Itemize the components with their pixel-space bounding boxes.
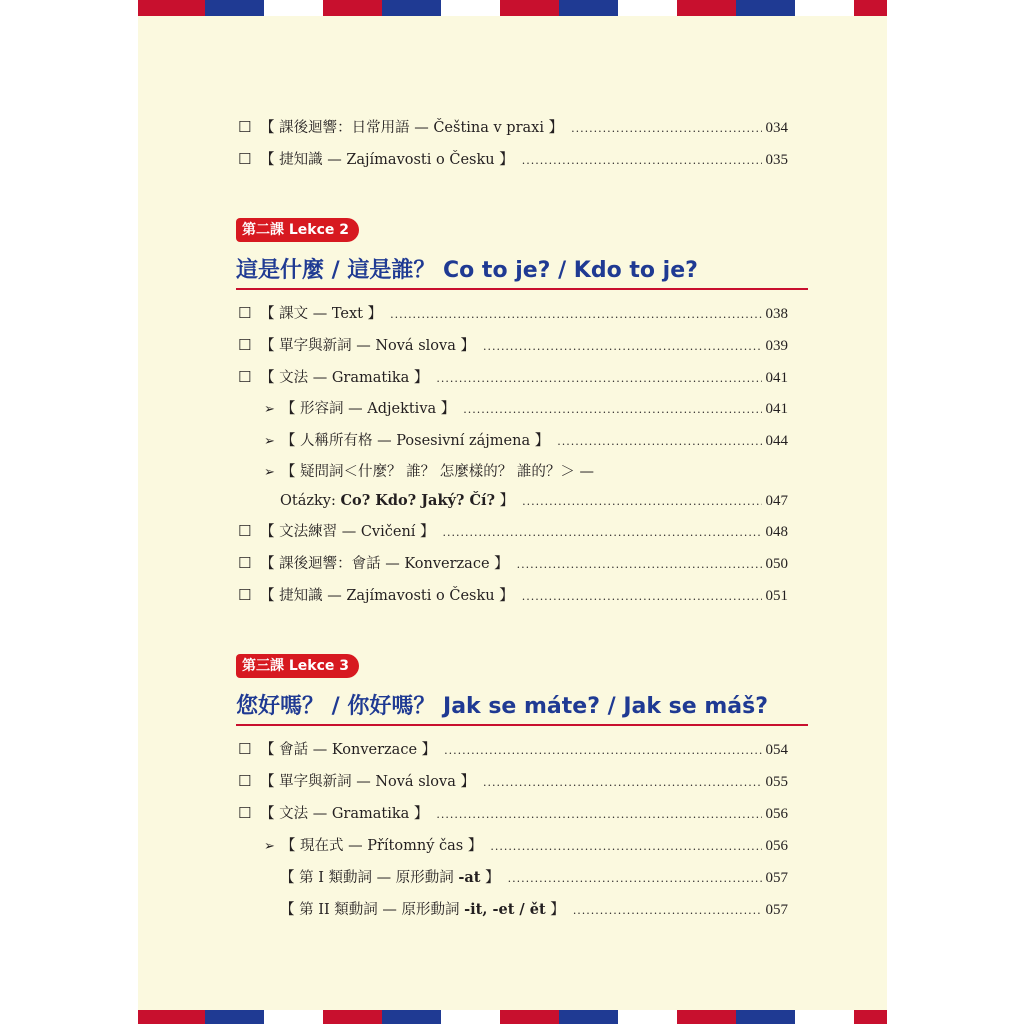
leader-dots <box>517 558 762 571</box>
toc-page-number: 055 <box>765 774 788 790</box>
toc-entry[interactable] <box>238 116 788 138</box>
toc-entry[interactable] <box>238 738 788 760</box>
toc-page-number: 044 <box>765 433 788 449</box>
toc-page-number: 048 <box>765 524 788 540</box>
leader-dots <box>522 590 762 603</box>
checkbox-icon: ☐ <box>238 804 252 822</box>
toc-subentry[interactable] <box>264 460 788 482</box>
toc-entry[interactable] <box>238 770 788 792</box>
toc-page-number: 050 <box>765 556 788 572</box>
toc-entry-label: 【 單字與新詞 — Nová slova 】 <box>260 338 475 354</box>
toc-page-number: 051 <box>765 588 788 604</box>
checkbox-icon: ☐ <box>238 740 252 758</box>
toc-page-number: 054 <box>765 742 788 758</box>
toc-subentry-item[interactable] <box>280 866 788 888</box>
checkbox-icon: ☐ <box>238 522 252 540</box>
toc-entry-label: 【 疑問詞＜什麼？ 誰？ 怎麼樣的？ 誰的？＞ — <box>280 464 594 480</box>
toc-entry-label: 【 課後迴響：日常用語 — Čeština v praxi 】 <box>260 120 564 136</box>
flag-stripe-bottom <box>138 1010 887 1024</box>
leader-dots <box>443 526 762 539</box>
toc-page-number: 057 <box>765 902 788 918</box>
leader-dots <box>390 308 761 321</box>
arrow-bullet-icon: ➢ <box>264 465 275 480</box>
toc-page-number: 039 <box>765 338 788 354</box>
toc-page-number: 056 <box>765 838 788 854</box>
checkbox-icon: ☐ <box>238 368 252 386</box>
lesson-2-title[interactable]: 這是什麼 / 這是誰？ Co to je? / Kdo to je? <box>236 254 808 290</box>
leader-dots <box>522 154 762 167</box>
checkbox-icon: ☐ <box>238 118 252 136</box>
leader-dots <box>522 495 761 508</box>
checkbox-icon: ☐ <box>238 336 252 354</box>
toc-entry-label: 【 形容詞 — Adjektiva 】 <box>280 401 456 417</box>
leader-dots <box>436 808 761 821</box>
toc-entry[interactable] <box>238 584 788 606</box>
checkbox-icon: ☐ <box>238 304 252 322</box>
toc-subentry-item[interactable] <box>280 898 788 920</box>
toc-page-number: 034 <box>765 120 788 136</box>
checkbox-icon: ☐ <box>238 150 252 168</box>
toc-entry-label: 【 文法 — Gramatika 】 <box>260 370 429 386</box>
leader-dots <box>573 904 762 917</box>
leader-dots <box>463 403 761 416</box>
arrow-bullet-icon: ➢ <box>264 434 275 449</box>
leader-dots <box>483 340 762 353</box>
toc-entry-label: 【 第 II 類動詞 — 原形動詞 -it, -et / ět 】 <box>280 901 565 918</box>
leader-dots <box>483 776 762 789</box>
toc-subentry[interactable] <box>264 834 788 856</box>
toc-entry-label: Otázky: Co? Kdo? Jaký? Čí? 】 <box>280 492 515 509</box>
arrow-bullet-icon: ➢ <box>264 839 275 854</box>
checkbox-icon: ☐ <box>238 772 252 790</box>
toc-subentry-continuation[interactable] <box>280 489 788 511</box>
toc-entry[interactable] <box>238 148 788 170</box>
lesson-3-tag: 第三課 Lekce 3 <box>236 654 359 678</box>
toc-page-number: 047 <box>765 493 788 509</box>
toc-page-number: 041 <box>765 401 788 417</box>
leader-dots <box>436 372 761 385</box>
leader-dots <box>571 122 761 135</box>
toc-page-number: 038 <box>765 306 788 322</box>
toc-entry-label: 【 現在式 — Přítomný čas 】 <box>280 838 483 854</box>
toc-entry[interactable] <box>238 366 788 388</box>
toc-entry-label: 【 文法練習 — Cvičení 】 <box>260 524 435 540</box>
toc-subentry[interactable] <box>264 397 788 419</box>
toc-entry-label: 【 人稱所有格 — Posesivní zájmena 】 <box>280 433 550 449</box>
lesson-2-tag: 第二課 Lekce 2 <box>236 218 359 242</box>
flag-stripe-top <box>138 0 887 16</box>
toc-entry[interactable] <box>238 802 788 824</box>
toc-entry-label: 【 文法 — Gramatika 】 <box>260 806 429 822</box>
arrow-bullet-icon: ➢ <box>264 402 275 417</box>
toc-page-number: 056 <box>765 806 788 822</box>
toc-page-number: 041 <box>765 370 788 386</box>
checkbox-icon: ☐ <box>238 586 252 604</box>
toc-entry[interactable] <box>238 334 788 356</box>
leader-dots <box>508 872 762 885</box>
toc-entry[interactable] <box>238 302 788 324</box>
lesson-3-title[interactable]: 您好嗎？ / 你好嗎？ Jak se máte? / Jak se máš? <box>236 690 808 726</box>
toc-entry-label: 【 捷知識 — Zajímavosti o Česku 】 <box>260 152 514 168</box>
leader-dots <box>557 435 761 448</box>
checkbox-icon: ☐ <box>238 554 252 572</box>
toc-entry[interactable] <box>238 552 788 574</box>
toc-entry-label: 【 單字與新詞 — Nová slova 】 <box>260 774 475 790</box>
toc-subentry[interactable] <box>264 429 788 451</box>
toc-entry-label: 【 課文 — Text 】 <box>260 306 383 322</box>
toc-entry-label: 【 捷知識 — Zajímavosti o Česku 】 <box>260 588 514 604</box>
toc-page-number: 035 <box>765 152 788 168</box>
toc-page-number: 057 <box>765 870 788 886</box>
leader-dots <box>444 744 761 757</box>
leader-dots <box>490 840 761 853</box>
toc-entry-label: 【 第 I 類動詞 — 原形動詞 -at 】 <box>280 869 500 886</box>
toc-entry-label: 【 會話 — Konverzace 】 <box>260 742 437 758</box>
toc-entry-label: 【 課後迴響：會話 — Konverzace 】 <box>260 556 509 572</box>
toc-entry[interactable] <box>238 520 788 542</box>
